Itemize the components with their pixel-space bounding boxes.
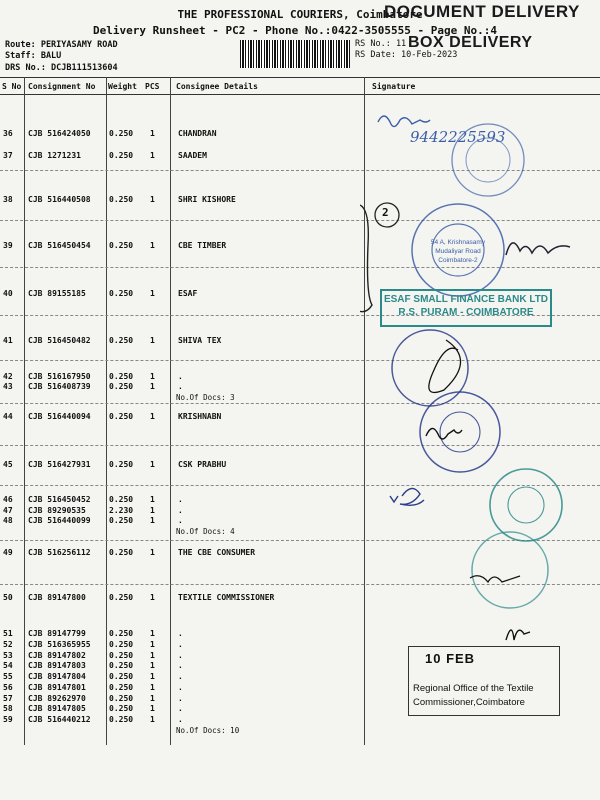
- rs-number: RS No.: 11: [355, 39, 407, 49]
- row-pcs: 1: [150, 151, 155, 160]
- runsheet-title: Delivery Runsheet - PC2 - Phone No.:0422-3505555 - Page No.:4: [93, 24, 497, 37]
- row-sno: 42: [3, 372, 13, 381]
- row-weight: 0.250: [109, 672, 134, 681]
- row-weight: 0.250: [109, 382, 134, 391]
- row-sno: 49: [3, 548, 13, 557]
- row-consignee: .: [178, 495, 183, 504]
- col-header-signature: Signature: [372, 82, 416, 91]
- row-pcs: 1: [150, 289, 155, 298]
- signature-scribble: [390, 488, 424, 505]
- row-weight: 0.250: [109, 593, 134, 602]
- row-sno: 39: [3, 241, 13, 250]
- row-pcs: 1: [150, 382, 155, 391]
- signature-scribble: [378, 116, 430, 127]
- row-consignment-no: CJB 89147799: [28, 629, 86, 638]
- row-sno: 41: [3, 336, 13, 345]
- row-weight: 0.250: [109, 289, 134, 298]
- row-pcs: 1: [150, 548, 155, 557]
- row-consignee: CHANDRAN: [178, 129, 217, 138]
- row-pcs: 1: [150, 506, 155, 515]
- row-weight: 0.250: [109, 548, 134, 557]
- row-weight: 0.250: [109, 640, 134, 649]
- row-sno: 55: [3, 672, 13, 681]
- row-weight: 0.250: [109, 336, 134, 345]
- row-pcs: 1: [150, 661, 155, 670]
- signature-scribble: [470, 576, 520, 582]
- row-pcs: 1: [150, 336, 155, 345]
- box-delivery-stamp: BOX DELIVERY: [408, 34, 533, 51]
- circled-number-text: 2: [382, 206, 389, 219]
- company-title: THE PROFESSIONAL COURIERS, Coimbatore: [177, 8, 423, 21]
- row-consignment-no: CJB 89155185: [28, 289, 86, 298]
- row-pcs: 1: [150, 195, 155, 204]
- row-pcs: 1: [150, 629, 155, 638]
- row-pcs: 1: [150, 593, 155, 602]
- row-sno: 44: [3, 412, 13, 421]
- row-weight: 0.250: [109, 661, 134, 670]
- row-consignee: .: [178, 382, 183, 391]
- esaf-bank-stamp: ESAF SMALL FINANCE BANK LTD R.S. PURAM - COIMBATORE: [380, 289, 552, 327]
- signature-scribble: [426, 428, 462, 439]
- row-sno: 45: [3, 460, 13, 469]
- regional-office-stamp: [408, 646, 560, 716]
- row-pcs: 1: [150, 460, 155, 469]
- row-consignment-no: CJB 89147803: [28, 661, 86, 670]
- row-consignment-no: CJB 89147805: [28, 704, 86, 713]
- row-sno: 57: [3, 694, 13, 703]
- row-consignee: .: [178, 651, 183, 660]
- round-seal: [490, 469, 562, 541]
- date-stamp: 10 FEB: [425, 651, 476, 666]
- row-consignment-no: CJB 516450454: [28, 241, 91, 250]
- table-header-rule: [0, 94, 600, 95]
- signature-scribble: [506, 243, 570, 255]
- row-sno: 59: [3, 715, 13, 724]
- row-sno: 54: [3, 661, 13, 670]
- row-pcs: 1: [150, 640, 155, 649]
- row-consignment-no: CJB 516408739: [28, 382, 91, 391]
- staff-label: Staff: BALU: [5, 51, 62, 61]
- row-sno: 46: [3, 495, 13, 504]
- row-weight: 0.250: [109, 372, 134, 381]
- row-pcs: 1: [150, 412, 155, 421]
- row-sno: 58: [3, 704, 13, 713]
- docs-count: No.Of Docs: 10: [176, 726, 240, 735]
- row-consignee: .: [178, 516, 183, 525]
- row-weight: 2.230: [109, 506, 134, 515]
- row-pcs: 1: [150, 715, 155, 724]
- col-header-consignee: Consignee Details: [176, 82, 258, 91]
- drs-number: DRS No.: DCJB111513604: [5, 63, 118, 73]
- row-weight: 0.250: [109, 460, 134, 469]
- row-sno: 56: [3, 683, 13, 692]
- row-consignee: KRISHNABN: [178, 412, 222, 421]
- row-consignment-no: CJB 516167950: [28, 372, 91, 381]
- row-consignment-no: CJB 516440094: [28, 412, 91, 421]
- row-consignment-no: CJB 1271231: [28, 151, 81, 160]
- row-sno: 40: [3, 289, 13, 298]
- row-pcs: 1: [150, 495, 155, 504]
- col-divider: [170, 77, 171, 745]
- col-header-sno: S No: [2, 82, 22, 91]
- row-weight: 0.250: [109, 241, 134, 250]
- row-consignee: .: [178, 629, 183, 638]
- row-sno: 52: [3, 640, 13, 649]
- docs-count: No.Of Docs: 3: [176, 393, 235, 402]
- row-weight: 0.250: [109, 715, 134, 724]
- row-sno: 43: [3, 382, 13, 391]
- col-divider: [106, 77, 107, 745]
- row-consignee: .: [178, 372, 183, 381]
- row-consignment-no: CJB 516365955: [28, 640, 91, 649]
- route-label: Route: PERIYASAMY ROAD: [5, 40, 118, 50]
- row-consignment-no: CJB 516450452: [28, 495, 91, 504]
- row-consignment-no: CJB 516440099: [28, 516, 91, 525]
- round-seal: [472, 532, 548, 608]
- row-consignee: .: [178, 506, 183, 515]
- merchant-seal-text: 54 A, Krishnasamy Mudaliyar Road Coimbatore-2: [430, 239, 486, 264]
- row-sno: 36: [3, 129, 13, 138]
- row-consignee: .: [178, 640, 183, 649]
- row-consignment-no: CJB 89147802: [28, 651, 86, 660]
- row-pcs: 1: [150, 372, 155, 381]
- row-weight: 0.250: [109, 195, 134, 204]
- row-consignee: SAADEM: [178, 151, 207, 160]
- row-consignee: .: [178, 704, 183, 713]
- row-pcs: 1: [150, 516, 155, 525]
- row-pcs: 1: [150, 651, 155, 660]
- row-pcs: 1: [150, 694, 155, 703]
- table-top-rule: [0, 77, 600, 78]
- row-pcs: 1: [150, 129, 155, 138]
- row-weight: 0.250: [109, 683, 134, 692]
- row-sno: 53: [3, 651, 13, 660]
- row-consignee: .: [178, 715, 183, 724]
- row-consignment-no: CJB 516256112: [28, 548, 91, 557]
- row-consignment-no: CJB 89147801: [28, 683, 86, 692]
- row-weight: 0.250: [109, 694, 134, 703]
- barcode: [240, 40, 350, 68]
- row-consignee: .: [178, 694, 183, 703]
- row-sno: 47: [3, 506, 13, 515]
- row-consignment-no: CJB 516440212: [28, 715, 91, 724]
- row-sno: 51: [3, 629, 13, 638]
- row-weight: 0.250: [109, 704, 134, 713]
- row-consignment-no: CJB 516424050: [28, 129, 91, 138]
- rs-date: RS Date: 10-Feb-2023: [355, 50, 458, 60]
- row-consignment-no: CJB 89147804: [28, 672, 86, 681]
- col-header-pcs: PCS: [145, 82, 160, 91]
- signature-scribble: [506, 630, 530, 640]
- row-consignee: TEXTILE COMMISSIONER: [178, 593, 275, 602]
- row-consignment-no: CJB 89147800: [28, 593, 86, 602]
- col-header-consignment: Consignment No: [28, 82, 96, 91]
- row-weight: 0.250: [109, 516, 134, 525]
- regional-office-line: Regional Office of the Textile: [413, 683, 534, 694]
- row-consignee: SHIVA TEX: [178, 336, 222, 345]
- row-weight: 0.250: [109, 129, 134, 138]
- docs-count: No.Of Docs: 4: [176, 527, 235, 536]
- round-seal: [392, 330, 468, 406]
- row-consignee: .: [178, 661, 183, 670]
- row-sno: 37: [3, 151, 13, 160]
- row-consignment-no: CJB 516427931: [28, 460, 91, 469]
- row-weight: 0.250: [109, 412, 134, 421]
- row-pcs: 1: [150, 683, 155, 692]
- bracket-mark: [360, 205, 372, 312]
- col-header-weight: Weight: [108, 82, 137, 91]
- row-consignee: ESAF: [178, 289, 198, 298]
- row-sno: 50: [3, 593, 13, 602]
- row-weight: 0.250: [109, 651, 134, 660]
- row-pcs: 1: [150, 672, 155, 681]
- regional-office-line: Commissioner,Coimbatore: [413, 697, 525, 708]
- row-consignee: .: [178, 672, 183, 681]
- row-consignment-no: CJB 89290535: [28, 506, 86, 515]
- row-sno: 48: [3, 516, 13, 525]
- row-sno: 38: [3, 195, 13, 204]
- row-consignee: THE CBE CONSUMER: [178, 548, 256, 557]
- row-weight: 0.250: [109, 495, 134, 504]
- row-pcs: 1: [150, 704, 155, 713]
- row-consignment-no: CJB 516440508: [28, 195, 91, 204]
- document-delivery-stamp: DOCUMENT DELIVERY: [384, 2, 580, 21]
- row-consignment-no: CJB 516450482: [28, 336, 91, 345]
- row-weight: 0.250: [109, 629, 134, 638]
- row-pcs: 1: [150, 241, 155, 250]
- signature-scribble: [429, 340, 461, 393]
- row-consignee: .: [178, 683, 183, 692]
- row-consignment-no: CJB 89262970: [28, 694, 86, 703]
- row-consignee: CBE TIMBER: [178, 241, 227, 250]
- col-divider: [24, 77, 25, 745]
- row-consignee: CSK PRABHU: [178, 460, 227, 469]
- handwritten-phone: 9442225593: [410, 128, 506, 146]
- row-consignee: SHRI KISHORE: [178, 195, 236, 204]
- row-weight: 0.250: [109, 151, 134, 160]
